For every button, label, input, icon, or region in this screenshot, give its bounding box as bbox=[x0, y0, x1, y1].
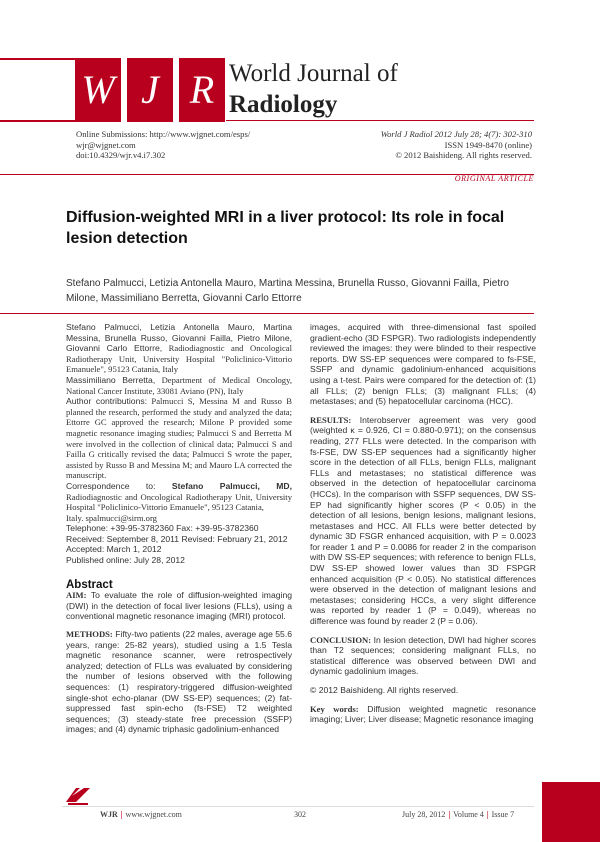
published-date: Published online: July 28, 2012 bbox=[66, 555, 185, 566]
submission-url[interactable]: Online Submissions: http://www.wjgnet.com/esps/ bbox=[76, 129, 251, 139]
doi: doi:10.4329/wjr.v4.i7.302 bbox=[76, 150, 166, 160]
footer-right: July 28, 2012 | Volume 4 | Issue 7 bbox=[402, 810, 515, 819]
affiliation-2-text: Department of Medical Oncology, National Cancer Institute, 33081 Aviano (PN), Italy bbox=[66, 374, 292, 396]
methods-label: METHODS: bbox=[66, 629, 113, 640]
left-column bbox=[66, 322, 292, 735]
logo-letter-w: W bbox=[81, 67, 115, 112]
footer-rule bbox=[62, 806, 534, 807]
methods-paragraph bbox=[66, 629, 292, 735]
footer-left: WJR | www.wjgnet.com bbox=[100, 810, 182, 819]
keywords-label: Key words: bbox=[310, 703, 359, 714]
page-edge-tab bbox=[542, 782, 600, 842]
footer-url[interactable]: www.wjgnet.com bbox=[125, 810, 182, 819]
phone-fax: Telephone: +39-95-3782360 Fax: +39-95-3782360 bbox=[66, 523, 259, 534]
page-number: 302 bbox=[294, 810, 306, 819]
accepted-date: Accepted: March 1, 2012 bbox=[66, 544, 162, 555]
right-column bbox=[310, 322, 536, 725]
abstract-heading: Abstract bbox=[66, 578, 113, 591]
affiliation-2 bbox=[66, 375, 292, 396]
logo-block-r bbox=[179, 58, 225, 122]
logo-block-j bbox=[127, 58, 173, 122]
affiliation-1-names: Stefano Palmucci, Letizia Antonella Mauro, Martina Messina, Brunella Russo, Giovanni Failla, Pietro Milone, Giovanni Carlo Ettorre, bbox=[66, 322, 292, 354]
logo-block-w bbox=[75, 58, 121, 122]
article-type: ORIGINAL ARTICLE bbox=[454, 174, 534, 183]
logo-rule-bottom bbox=[0, 120, 75, 122]
results-paragraph bbox=[310, 415, 536, 627]
journal-name: World Journal of bbox=[229, 60, 398, 87]
issn: ISSN 1949-8470 (online) bbox=[444, 139, 532, 150]
aim-text: To evaluate the role of diffusion-weighted imaging (DWI) in the detection of focal liver lesions (FLLs), using a conventional magnetic resonance imaging (MRI) protocol. bbox=[66, 590, 292, 622]
correspondence bbox=[66, 481, 292, 513]
received-revised: Received: September 8, 2011 Revised: February 21, 2012 bbox=[66, 533, 288, 544]
submission-info bbox=[76, 129, 250, 161]
conclusion-label: CONCLUSION: bbox=[310, 634, 372, 645]
footer-volume: Volume 4 bbox=[453, 810, 484, 819]
results-text: Interobserver agreement was very good (weighted κ = 0.926, CI = 0.880-0.971); on the consensus reading, 277 FLLs were detected. In the comparison with fs-FSE, DW SS-EP sequences had a significantly higher score in the detection of all FLLs, benign FLLs, malignant FLLs and metastases; no statistical difference was observed in the detection of hepatocellular carcinoma (HCCs). In the comparison with SSFP sequences, DW SS-EP had significantly higher scores (P < 0.05) in the detection of all lesions, benign lesions, malignant lesions, metastases and HCC. All FLLs were better detected by dynamic 3D FSGR enhanced acquisition, with P = 0.0023 for reader 1 and P = 0.0086 for reader 2 in the comparison with DW SS-EP sequences; with reference to benign FLLs, DW SS-EP showed lower values than 3D FSPGR enhanced acquisition (P < 0.05). No statistical differences were observed in the detection of malignant lesions and metastases; considering HCCs, a very slight difference was reported by reader 1 (P = 0.049), whereas no difference was found by reader 2 (P = 0.06). bbox=[310, 414, 536, 627]
submission-email[interactable]: wjr@wjgnet.com bbox=[76, 139, 136, 150]
article-title: Diffusion-weighted MRI in a liver protocol: Its role in focal lesion detection bbox=[66, 209, 505, 247]
header-rule bbox=[226, 120, 534, 121]
copyright-notice: © 2012 Baishideng. All rights reserved. bbox=[310, 685, 459, 695]
publisher-logo-icon bbox=[64, 784, 94, 806]
keywords-text: Diffusion weighted magnetic resonance imaging; Liver; Liver disease; Magnetic resonance imaging bbox=[310, 703, 537, 725]
logo-letter-j: J bbox=[141, 67, 159, 112]
logo-letter-r: R bbox=[189, 67, 215, 112]
correspondence-name: Stefano Palmucci, MD, bbox=[155, 480, 293, 491]
aim-paragraph bbox=[66, 590, 292, 622]
results-label: RESULTS: bbox=[310, 414, 352, 425]
affiliation-1-text: Radiodiagnostic and Oncological Radiotherapy Unit, University Hospital "Policlinico-Vittorio Emanuele", 95123 Catania, Italy bbox=[66, 343, 292, 375]
contributions-label: Author contributions: bbox=[66, 396, 148, 407]
copyright-header: © 2012 Baishideng. All rights reserved. bbox=[395, 150, 532, 160]
citation: World J Radiol 2012 July 28; 4(7): 302-310 bbox=[380, 129, 532, 139]
footer-issue: Issue 7 bbox=[491, 810, 515, 819]
footer-journal: WJR bbox=[100, 810, 118, 819]
methods-text: Fifty-two patients (22 males, average age 55.6 years, range: 25-82 years), studied using a 1.5 Tesla magnetic resonance scanner, were retrospectively analyzed; detection of FLLs was evaluated by considering the number of lesions observed with the following sequences: (1) respiratory-triggered diffusion-weighted single-shot echo-planar (DW SS-EP) sequences; (2) fat-suppressed fast spin-echo (fs-FSE) T2 weighted sequences; (3) steady-state free precession (SSFP) images; and (4) dynamic triphasic gadolinium-enhanced bbox=[66, 629, 292, 735]
methods-continued: images, acquired with three-dimensional fast spoiled gradient-echo (3D FSPGR). Two radiologists independently reviewed the images: they were blinded to their respective reports. DW SS-EP sequences were compared to fs-FSE, SSFP and dynamic gadolinium-enhanced acquisitions using a t-test. Pairs were compared for the detection of: (1) all FLLs; (2) benign FLLs; (3) malignant FLLs; (4) metastases; and (5) hepatocellular carcinoma (HCC). bbox=[310, 322, 536, 407]
correspondence-email[interactable]: Italy. spalmucci@sirm.org bbox=[66, 512, 157, 523]
correspondence-text: Radiodiagnostic and Oncological Radiotherapy Unit, University Hospital "Policlinico-Vittorio Emanuele", 95123 Catania, bbox=[66, 491, 292, 513]
affiliation-2-name: Massimiliano Berretta, bbox=[66, 374, 156, 385]
conclusion-paragraph bbox=[310, 635, 536, 677]
footer-date: July 28, 2012 bbox=[402, 810, 446, 819]
journal-name-radiology: Radiology bbox=[229, 91, 338, 118]
logo-rule-top bbox=[0, 58, 75, 60]
contributions-text: Palmucci S, Messina M and Russo B planned the research, performed the study and analyzed the data; Ettorre GC approved the research; Milone P provided some magnetic resonance imaging studies; Palmucci S and Berretta M were involved in the collection of clinical data; Palmucci S and Failla G critically revised the data; Palmucci S wrote the paper, assisted by Russo B and Messina M; and Mauro LA corrected the manuscript. bbox=[66, 396, 292, 481]
author-list: Stefano Palmucci, Letizia Antonella Mauro, Martina Messina, Brunella Russo, Giovanni Failla, Pietro Milone, Massimiliano Berretta, Giovanni Carlo Ettorre bbox=[66, 278, 509, 304]
citation-info bbox=[381, 129, 532, 161]
title-divider bbox=[0, 313, 534, 314]
affiliation-1 bbox=[66, 322, 292, 375]
conclusion-text: In lesion detection, DWI had higher scores than T2 sequences; considering malignant FLLs, no statistical difference was observed between DWI and dynamic gadolinium images. bbox=[310, 634, 536, 677]
correspondence-label: Correspondence to: bbox=[66, 480, 156, 491]
author-contributions bbox=[66, 396, 292, 481]
keywords bbox=[310, 704, 536, 725]
aim-label: AIM: bbox=[66, 590, 87, 601]
